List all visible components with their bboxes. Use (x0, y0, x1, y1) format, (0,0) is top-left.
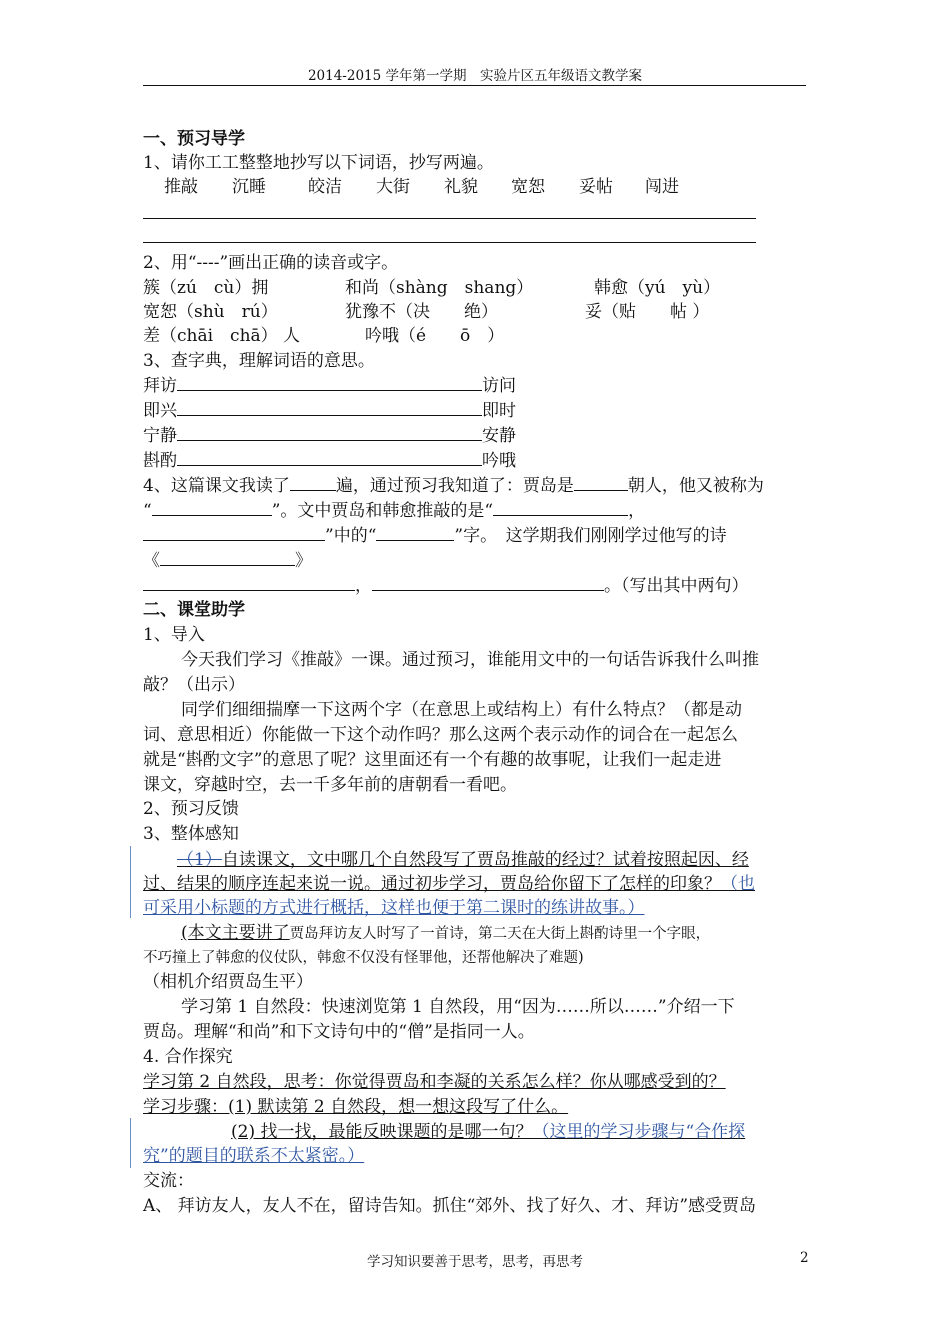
pinyin-row-1 (143, 277, 720, 299)
pinyin-item: 簇（zú cù）拥 (143, 278, 269, 298)
comment-text: 可采用小标题的方式进行概括，这样也便于第二课时的练讲故事。） (143, 898, 645, 918)
pinyin-item: 差（chāi chā） 人 (143, 326, 301, 346)
study-step-1: 学习步骤：(1) 默读第 2 自然段，想一想这段写了什么。 (143, 1097, 569, 1117)
pinyin-item: 犹豫不（决 绝） (345, 302, 498, 322)
dict-word: 拜访 (143, 376, 177, 396)
revision-bar (130, 846, 131, 918)
pinyin-item: 和尚（shàng shang） (345, 278, 534, 298)
comment-text: （也 (721, 874, 755, 894)
paragraph: 课文，穿越时空，去一千多年前的唐朝看一看吧。 (143, 775, 517, 795)
word-1: 推敲 (164, 177, 198, 197)
question-4-line-2 (143, 500, 645, 522)
paragraph: 学习第 1 自然段：快速浏览第 1 自然段，用“因为……所以……”介绍一下 (181, 997, 735, 1017)
dict-row (143, 450, 516, 472)
tracked-text (143, 849, 749, 871)
pinyin-item: 韩愈（yú yù） (594, 278, 721, 298)
word-7: 妥帖 (579, 177, 613, 197)
answer-blank[interactable] (143, 526, 325, 541)
comment-text: 究”的题目的联系不太紧密。） (143, 1146, 365, 1166)
pinyin-item: 妥（贴 帖 ） (585, 302, 710, 322)
revision-bar (130, 1118, 131, 1168)
answer-blank[interactable] (376, 526, 454, 541)
copy-line-1 (143, 218, 756, 219)
summary-prefix: (本文主要讲了 (181, 923, 290, 943)
q4-text: 遍，通过预习我知道了：贾岛是 (335, 476, 574, 496)
word-5: 礼貌 (444, 177, 478, 197)
question-4-line-1 (143, 475, 764, 497)
dict-word: 吟哦 (482, 451, 516, 471)
q4-text: “ (143, 501, 152, 521)
summary-text: 贾岛拜访友人时写了一首诗，第二天在大街上斟酌诗里一个字眼， (289, 926, 711, 942)
dict-word: 访问 (482, 376, 516, 396)
answer-blank[interactable] (160, 551, 295, 566)
paragraph: 词、意思相近）你能做一下这个动作吗？那么这两个表示动作的词合在一起怎么 (143, 725, 738, 745)
summary-line (181, 922, 710, 945)
question-4-line-3 (143, 525, 727, 547)
word-6: 宽恕 (511, 177, 545, 197)
pinyin-item: 宽恕（shù rú） (143, 302, 278, 322)
answer-blank[interactable] (372, 576, 604, 591)
answer-blank[interactable] (493, 501, 628, 516)
item-2-title: 2、预习反馈 (143, 799, 239, 819)
word-4: 大街 (376, 177, 410, 197)
question-3: 3、查字典，理解词语的意思。 (143, 351, 375, 371)
word-2: 沉睡 (232, 177, 266, 197)
tracked-text (143, 873, 755, 895)
section-2-heading: 二、课堂助学 (143, 600, 245, 620)
tracked-text-line: 过、结果的顺序连起来说一说。通过初步学习，贾岛给你留下了怎样的印象？ (143, 874, 721, 894)
cooperative-question: 学习第 2 自然段，思考：你觉得贾岛和李凝的关系怎么样？你从哪感受到的？ (143, 1072, 726, 1092)
section-1-heading: 一、预习导学 (143, 129, 245, 149)
exchange-item-a: A、 拜访友人，友人不在，留诗告知。抓住“郊外、找了好久、才、拜访”感受贾岛 (143, 1196, 757, 1216)
answer-blank[interactable] (290, 476, 336, 491)
pinyin-row-3 (143, 325, 504, 347)
q4-text: 4、这篇课文我读了 (143, 476, 290, 496)
answer-blank[interactable] (574, 476, 628, 491)
page-number: 2 (800, 1250, 809, 1266)
answer-blank[interactable] (143, 576, 355, 591)
dict-word: 宁静 (143, 426, 177, 446)
dict-word: 即兴 (143, 401, 177, 421)
word-8: 闯进 (645, 177, 679, 197)
copy-line-2 (143, 242, 756, 243)
paragraph: 就是“斟酌文字”的意思了呢？这里面还有一个有趣的故事呢，让我们一起走进 (143, 750, 722, 770)
dict-word: 即时 (482, 401, 516, 421)
answer-blank[interactable] (177, 426, 482, 441)
item-4-title: 4. 合作探究 (143, 1047, 233, 1067)
q4-text: 《 (143, 551, 160, 571)
deleted-text: （1） (177, 850, 222, 870)
question-2: 2、用“----”画出正确的读音或字。 (143, 253, 399, 273)
q4-text: ”。文中贾岛和韩愈推敲的是“ (271, 501, 494, 521)
q4-text: ， (355, 576, 372, 596)
pinyin-row-2 (143, 301, 709, 323)
paragraph: 贾岛。理解“和尚”和下文诗句中的“僧”是指同一人。 (143, 1022, 535, 1042)
question-4-line-5 (143, 575, 749, 597)
answer-blank[interactable] (177, 451, 482, 466)
q4-text: ”中的“ (325, 526, 377, 546)
dict-word: 安静 (482, 426, 516, 446)
word-3: 皎洁 (308, 177, 342, 197)
answer-blank[interactable] (177, 376, 482, 391)
dict-word: 斟酌 (143, 451, 177, 471)
q4-text: ， (628, 501, 646, 521)
note: （相机介绍贾岛生平） (143, 972, 313, 992)
pinyin-item: 吟哦（é ō ） (365, 326, 505, 346)
dict-row (143, 375, 516, 397)
page-header: 2014-2015 学年第一学期 实验片区五年级语文教学案 (307, 68, 643, 84)
paragraph: 敲？（出示） (143, 675, 245, 695)
answer-blank[interactable] (177, 401, 482, 416)
word-list (164, 176, 679, 198)
study-step-2 (143, 1121, 745, 1143)
item-1-title: 1、导入 (143, 625, 205, 645)
q4-text: 朝人，他又被称为 (627, 476, 764, 496)
comment-text: （这里的学习步骤与“合作探 (532, 1122, 746, 1142)
tracked-text-line: 自读课文，文中哪几个自然段写了贾岛推敲的经过？试着按照起因、经 (221, 850, 749, 870)
summary-line: 不巧撞上了韩愈的仪仗队，韩愈不仅没有怪罪他，还帮他解决了难题) (143, 950, 584, 966)
item-3-title: 3、整体感知 (143, 824, 239, 844)
answer-blank[interactable] (152, 501, 272, 516)
page-footer: 学习知识要善于思考，思考，再思考 (367, 1254, 583, 1270)
tracked-text-line: (2) 找一找，最能反映课题的是哪一句？ (231, 1122, 533, 1142)
q4-text: 》 (295, 551, 312, 571)
dict-row (143, 425, 516, 447)
dict-row (143, 400, 516, 422)
q4-text: 。（写出其中两句） (604, 576, 749, 596)
question-1: 1、请你工工整整地抄写以下词语，抄写两遍。 (143, 153, 494, 173)
q4-text: ”字。 这学期我们刚刚学过他写的诗 (454, 526, 727, 546)
paragraph: 同学们细细揣摩一下这两个字（在意思上或结构上）有什么特点？（都是动 (181, 700, 742, 720)
header-rule (143, 85, 806, 86)
paragraph: 今天我们学习《推敲》一课。通过预习，谁能用文中的一句话告诉我什么叫推 (181, 650, 759, 670)
question-4-line-4 (143, 550, 312, 572)
exchange-label: 交流： (143, 1171, 194, 1191)
